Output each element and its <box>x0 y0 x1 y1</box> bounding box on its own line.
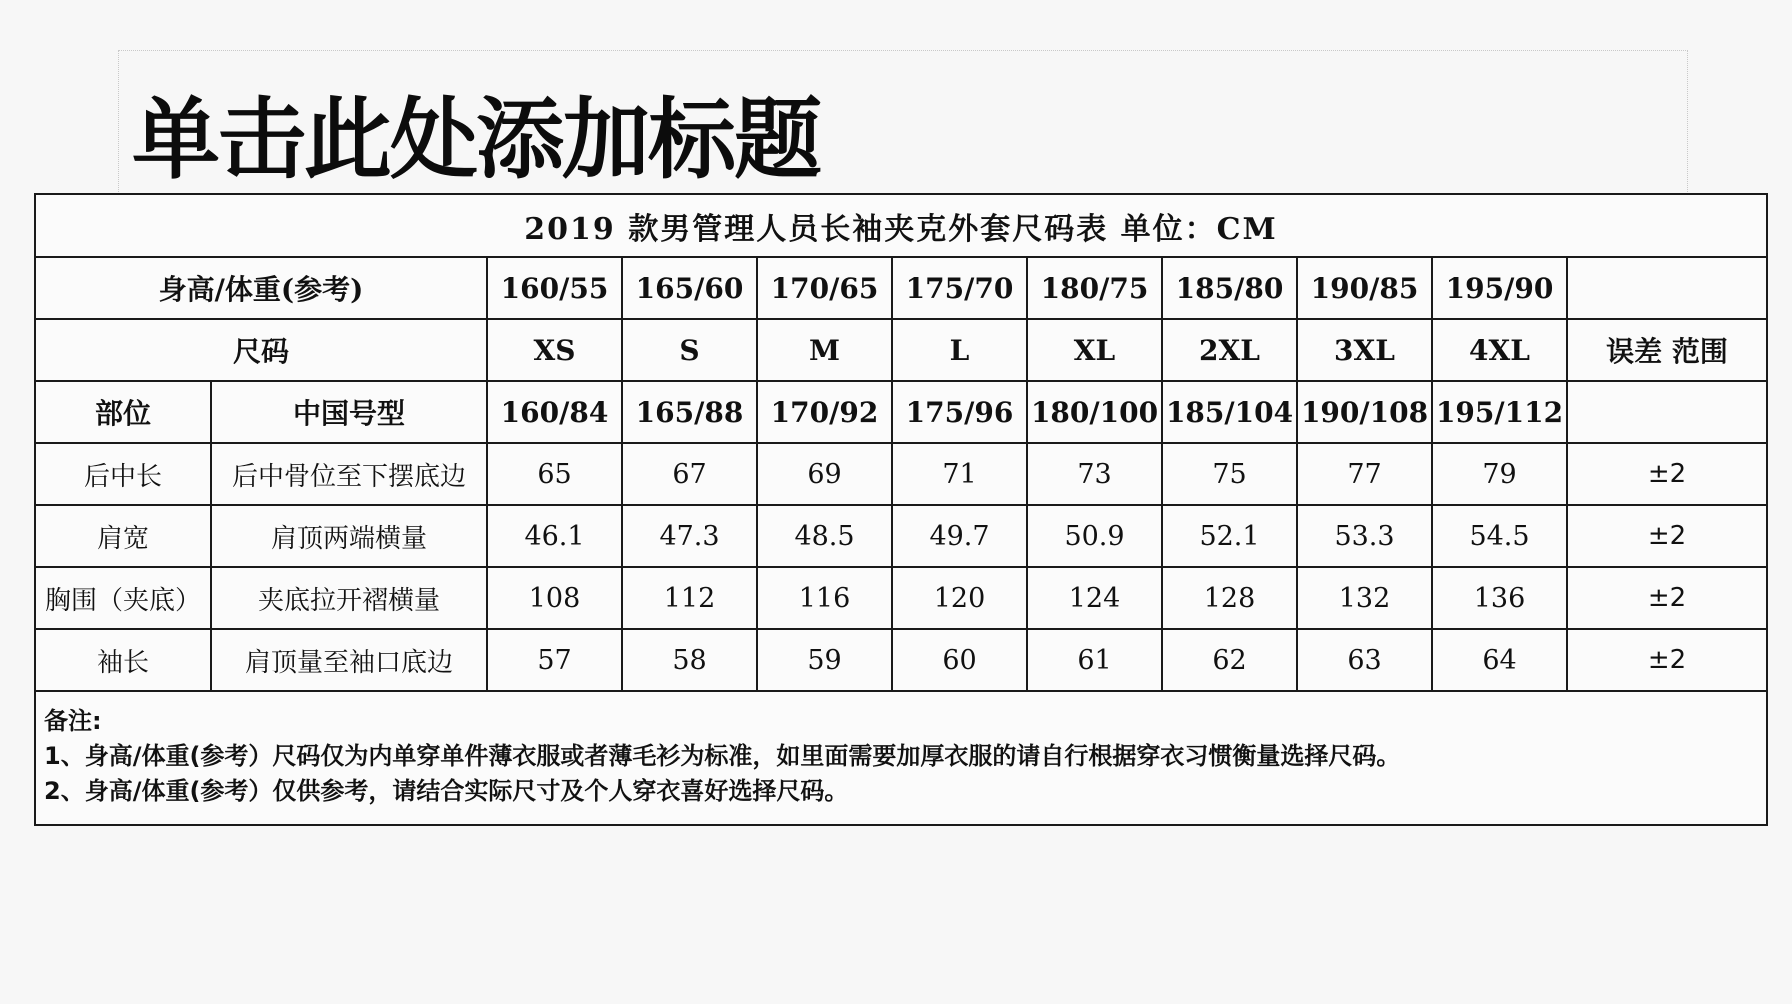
size-cell: S <box>622 319 757 381</box>
tolerance-cell: ±2 <box>1567 629 1767 691</box>
note-line: 1、身高/体重(参考）尺码仅为内单穿单件薄衣服或者薄毛衫为标准，如里面需要加厚衣服的请自行根据穿衣习惯衡量选择尺码。 <box>44 742 1401 770</box>
value-cell: 71 <box>892 443 1027 505</box>
part-label: 部位 <box>35 381 211 443</box>
height-weight-cell: 160/55 <box>487 257 622 319</box>
height-weight-cell: 170/65 <box>757 257 892 319</box>
value-cell: 128 <box>1162 567 1297 629</box>
table-row <box>35 505 1767 567</box>
definition-cell: 夹底拉开褶横量 <box>211 567 487 629</box>
value-cell: 47.3 <box>622 505 757 567</box>
value-cell: 63 <box>1297 629 1432 691</box>
tolerance-cell: ±2 <box>1567 505 1767 567</box>
value-cell: 73 <box>1027 443 1162 505</box>
size-cell: L <box>892 319 1027 381</box>
tolerance-cell: ±2 <box>1567 567 1767 629</box>
size-cell: 3XL <box>1297 319 1432 381</box>
height-weight-cell: 190/85 <box>1297 257 1432 319</box>
height-weight-cell: 175/70 <box>892 257 1027 319</box>
definition-cell: 肩顶两端横量 <box>211 505 487 567</box>
tolerance-cell: ±2 <box>1567 443 1767 505</box>
part-cell: 肩宽 <box>35 505 211 567</box>
china-size-cell: 165/88 <box>622 381 757 443</box>
height-weight-cell: 180/75 <box>1027 257 1162 319</box>
height-weight-label: 身高/体重(参考) <box>35 257 487 319</box>
value-cell: 112 <box>622 567 757 629</box>
value-cell: 64 <box>1432 629 1567 691</box>
value-cell: 60 <box>892 629 1027 691</box>
table-row <box>35 443 1767 505</box>
value-cell: 58 <box>622 629 757 691</box>
definition-cell: 肩顶量至袖口底边 <box>211 629 487 691</box>
china-size-cell: 170/92 <box>757 381 892 443</box>
empty-cell <box>1567 257 1767 319</box>
value-cell: 79 <box>1432 443 1567 505</box>
value-cell: 67 <box>622 443 757 505</box>
value-cell: 57 <box>487 629 622 691</box>
height-weight-cell: 165/60 <box>622 257 757 319</box>
value-cell: 50.9 <box>1027 505 1162 567</box>
value-cell: 61 <box>1027 629 1162 691</box>
value-cell: 69 <box>757 443 892 505</box>
table-row <box>35 567 1767 629</box>
table-row <box>35 629 1767 691</box>
value-cell: 75 <box>1162 443 1297 505</box>
size-cell: 2XL <box>1162 319 1297 381</box>
size-label: 尺码 <box>35 319 487 381</box>
value-cell: 59 <box>757 629 892 691</box>
china-size-cell: 185/104 <box>1162 381 1297 443</box>
size-cell: M <box>757 319 892 381</box>
value-cell: 77 <box>1297 443 1432 505</box>
value-cell: 120 <box>892 567 1027 629</box>
china-size-cell: 180/100 <box>1027 381 1162 443</box>
china-size-cell: 160/84 <box>487 381 622 443</box>
size-cell: XL <box>1027 319 1162 381</box>
china-size-cell: 175/96 <box>892 381 1027 443</box>
value-cell: 65 <box>487 443 622 505</box>
tolerance-label: 误差 范围 <box>1567 319 1767 381</box>
part-cell: 后中长 <box>35 443 211 505</box>
value-cell: 116 <box>757 567 892 629</box>
empty-cell <box>1567 381 1767 443</box>
part-cell: 袖长 <box>35 629 211 691</box>
height-weight-cell: 185/80 <box>1162 257 1297 319</box>
size-cell: 4XL <box>1432 319 1567 381</box>
value-cell: 62 <box>1162 629 1297 691</box>
size-cell: XS <box>487 319 622 381</box>
value-cell: 136 <box>1432 567 1567 629</box>
value-cell: 132 <box>1297 567 1432 629</box>
notes-heading: 备注: <box>44 707 102 735</box>
height-weight-cell: 195/90 <box>1432 257 1567 319</box>
value-cell: 52.1 <box>1162 505 1297 567</box>
table-caption: 2019 款男管理人员长袖夹克外套尺码表 单位：CM <box>35 194 1767 257</box>
china-size-cell: 195/112 <box>1432 381 1567 443</box>
note-line: 2、身高/体重(参考）仅供参考，请结合实际尺寸及个人穿衣喜好选择尺码。 <box>44 777 849 805</box>
china-size-cell: 190/108 <box>1297 381 1432 443</box>
value-cell: 108 <box>487 567 622 629</box>
value-cell: 124 <box>1027 567 1162 629</box>
value-cell: 54.5 <box>1432 505 1567 567</box>
value-cell: 53.3 <box>1297 505 1432 567</box>
china-size-label: 中国号型 <box>211 381 487 443</box>
size-chart-table <box>34 193 1768 826</box>
value-cell: 49.7 <box>892 505 1027 567</box>
part-cell: 胸围（夹底） <box>35 567 211 629</box>
definition-cell: 后中骨位至下摆底边 <box>211 443 487 505</box>
value-cell: 48.5 <box>757 505 892 567</box>
value-cell: 46.1 <box>487 505 622 567</box>
slide-title[interactable]: 单击此处添加标题 <box>132 88 821 191</box>
notes-cell <box>35 691 1767 825</box>
